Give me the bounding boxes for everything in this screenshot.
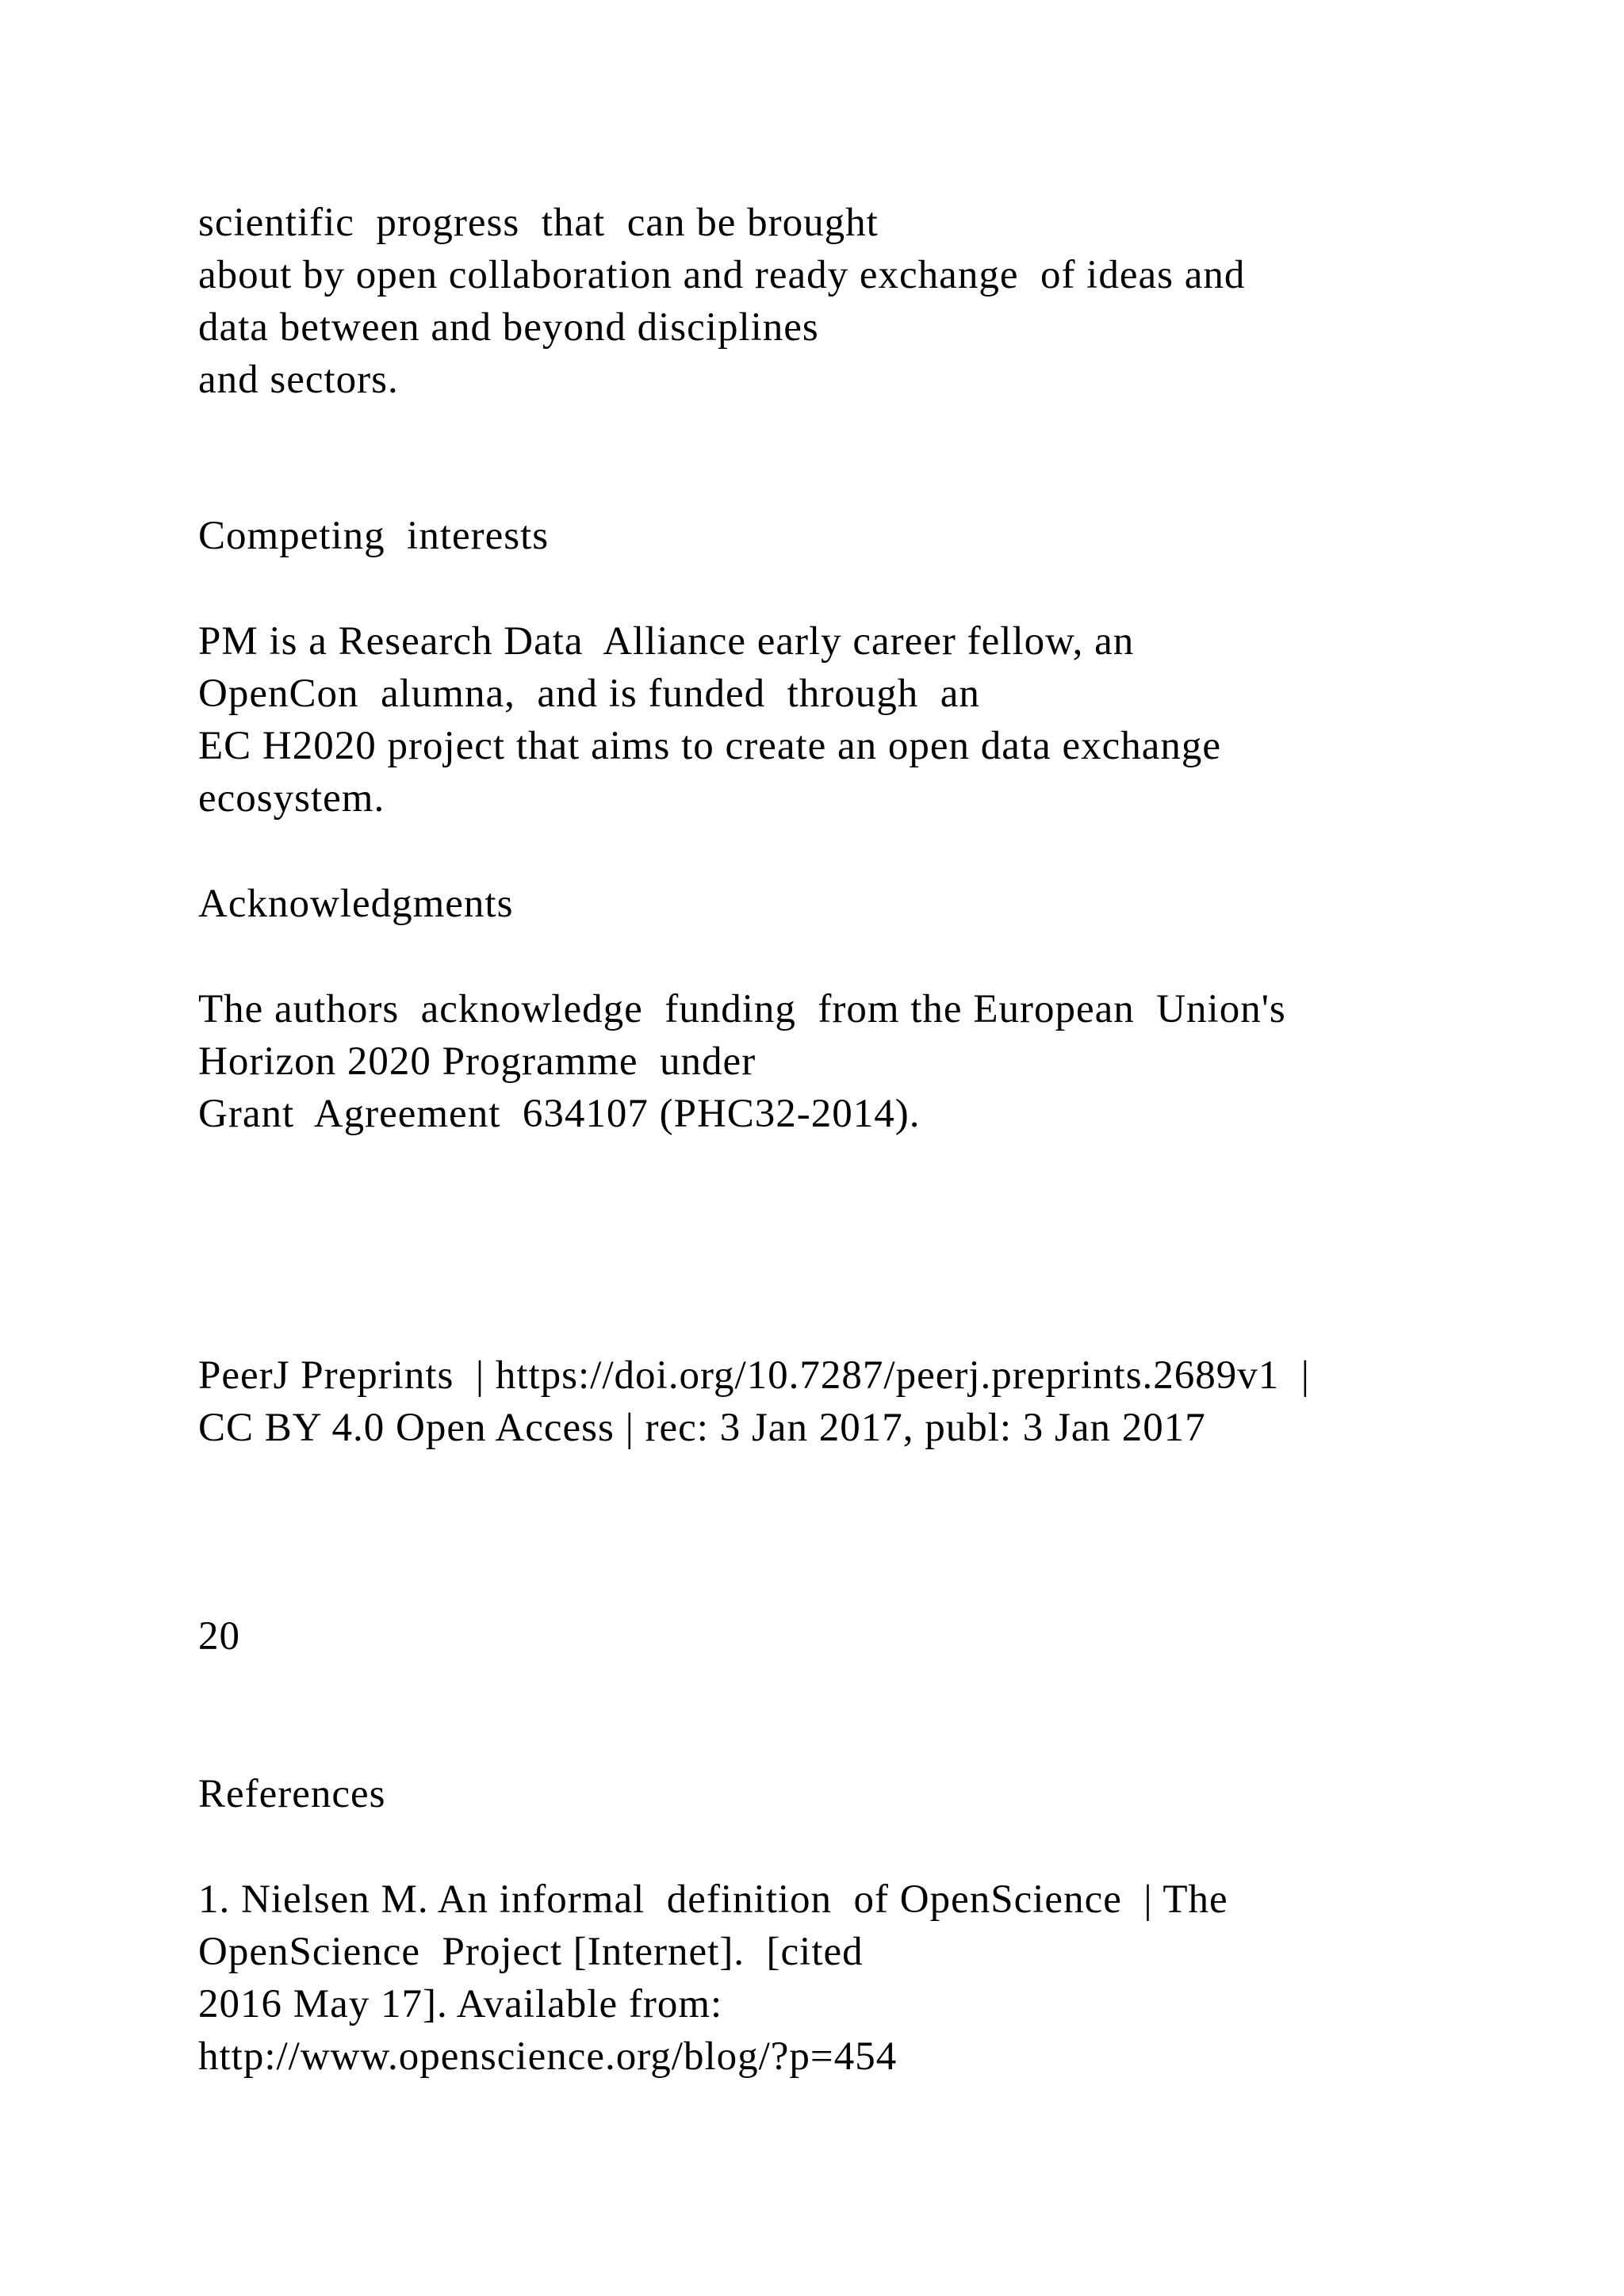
competing-interests-line: EC H2020 project that aims to create an open data exchange (198, 724, 1222, 768)
reference-line: 2016 May 17]. Available from: (198, 1982, 723, 2026)
section-heading-competing-interests: Competing interests (198, 514, 550, 558)
section-heading-references: References (198, 1772, 386, 1816)
acknowledgments-line: Grant Agreement 634107 (PHC32-2014). (198, 1092, 921, 1136)
competing-interests-line: OpenCon alumna, and is funded through an (198, 672, 980, 716)
preprint-footer-line: CC BY 4.0 Open Access | rec: 3 Jan 2017, publ: 3 Jan 2017 (198, 1406, 1206, 1450)
intro-line: data between and beyond disciplines (198, 305, 819, 350)
page-number: 20 (198, 1614, 240, 1659)
intro-line: and sectors. (198, 358, 399, 402)
competing-interests-line: ecosystem. (198, 776, 385, 821)
acknowledgments-line: Horizon 2020 Programme under (198, 1039, 756, 1084)
reference-line: OpenScience Project [Internet]. [cited (198, 1930, 864, 1974)
intro-line: about by open collaboration and ready exchange of ideas and (198, 253, 1246, 297)
competing-interests-line: PM is a Research Data Alliance early career fellow, an (198, 619, 1135, 664)
intro-line: scientific progress that can be brought (198, 201, 879, 245)
preprint-footer-line: PeerJ Preprints | https://doi.org/10.7287/peerj.preprints.2689v1 | (198, 1353, 1311, 1398)
reference-line: 1. Nielsen M. An informal definition of OpenScience | The (198, 1877, 1228, 1922)
acknowledgments-line: The authors acknowledge funding from the European Union's (198, 987, 1286, 1031)
section-heading-acknowledgments: Acknowledgments (198, 882, 514, 926)
reference-url-line: http://www.openscience.org/blog/?p=454 (198, 2034, 898, 2079)
